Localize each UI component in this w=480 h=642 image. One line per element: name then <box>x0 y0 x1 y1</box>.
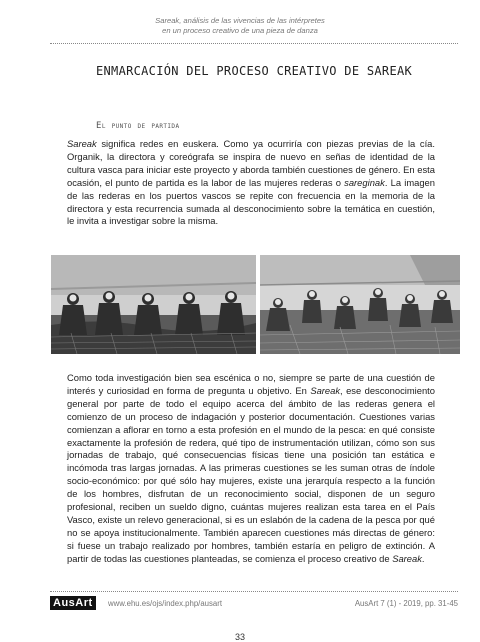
photo-right-drawing <box>260 255 460 354</box>
header-divider <box>50 43 458 44</box>
footer-citation: AusArt 7 (1) - 2019, pp. 31-45 <box>354 599 458 608</box>
text-run: . La imagen de las rederas en los puertos vascos se repite con frecuencia en la memoria de la directora y esta recurrencia sumada al desconocimiento sobre la temática en cuestión, le invita a investigar sobre la misma. <box>67 176 435 227</box>
article-title: ENMARCACIÓN DEL PROCESO CREATIVO DE SAREAK <box>96 64 413 78</box>
running-head-line-1: Sareak, análisis de las vivencias de las intérpretes <box>155 16 325 25</box>
photo-net-menders-group <box>260 255 460 354</box>
text-run: . <box>421 552 425 564</box>
emphasis: Sareak <box>310 384 341 396</box>
footer-url: www.ehu.es/ojs/index.php/ausart <box>108 599 222 608</box>
journal-logo-text: AusArt <box>50 596 96 610</box>
photo-net-menders-seated-row <box>51 255 256 354</box>
running-head-line-2: en un proceso creativo de una pieza de danza <box>162 26 318 35</box>
text-run: significa redes en euskera. Como ya ocurriría con piezas previas de la cía. Organik, la directora y coreógrafa se inspira de nuevo en señas de identidad de la cultura vasca para iniciar este proyecto y aborda también cuestiones de género. En esta ocasión, el punto de partida es la labor de las mujeres rederas o <box>67 138 435 188</box>
journal-logo <box>50 596 96 610</box>
running-head <box>0 16 480 36</box>
emphasis: Sareak <box>67 138 97 149</box>
page-number: 33 <box>234 632 245 642</box>
section-heading: El punto de partida <box>96 121 180 131</box>
text-run: Como toda investigación bien sea escénica o no, siempre se parte de una cuestión de interés y curiosidad en forma de pregunta u objetivo. En <box>67 372 435 396</box>
emphasis: sareginak <box>344 176 385 188</box>
footer-divider <box>50 591 458 592</box>
paragraph-1 <box>67 138 435 228</box>
emphasis: Sareak <box>392 552 422 564</box>
text-run: , ese desconocimiento general por parte de todo el equipo acerca del ámbito de las rederas genera el comienzo de un proceso de indagación y posterior documentación. Cuestiones varias comienzan a aflorar en torno a esta profesión en el mundo de la pesca: en qué consiste exactamente la profesión de redera, qué tipo de instrumentación utilizan, cómo son sus jornadas de trabajo, qué consecuencias físicas tiene una posición tan estática e incómoda tras largas jornadas. A las primeras cuestiones se les suman otras de índole socio-económico: por qué sólo hay mujeres, existe una jerarquía respecto a la función de los hombres, disfrutan de un reconocimiento social, disponen de un seguro profesional, reciben un sueldo digno, cuántas mujeres realizan esta tarea en el País Vasco, existe un relevo generacional, si es un eslabón de la cadena de la pesca por qué no se apoya institucionalmente. También aparecen cuestiones más directas de género: si fuese un trabajo realizado por hombres, también estaría en peligro de extinción. A partir de todas las cuestiones planteadas, se comienza el proceso creativo de <box>67 384 435 564</box>
photo-left-drawing <box>51 255 256 354</box>
paragraph-2 <box>67 372 435 566</box>
